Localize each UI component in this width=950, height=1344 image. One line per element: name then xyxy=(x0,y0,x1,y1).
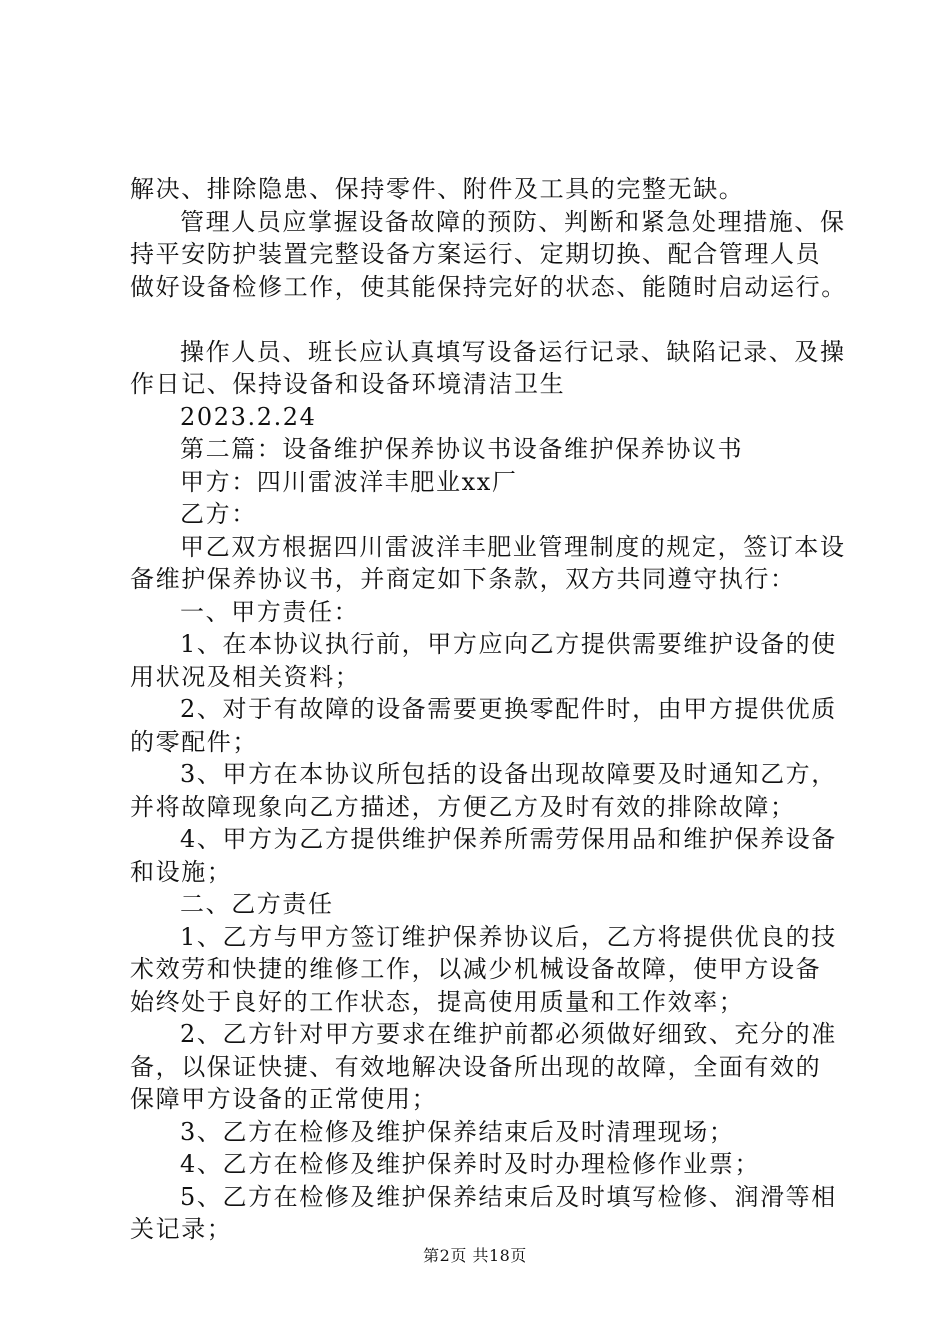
text-line: 持平安防护装置完整设备方案运行、定期切换、配合管理人员 xyxy=(130,240,822,268)
clause-heading: 一、甲方责任： xyxy=(180,597,360,626)
text-line: 术效劳和快捷的维修工作，以减少机械设备故障，使甲方设备 xyxy=(130,955,822,983)
clause-heading: 二、乙方责任 xyxy=(180,890,334,918)
date-line: 2023.2.24 xyxy=(180,402,317,431)
text-line: 3、乙方在检修及维护保养结束后及时清理现场； xyxy=(180,1117,735,1146)
text-line: 甲乙双方根据四川雷波洋丰肥业管理制度的规定，签订本设 xyxy=(180,532,846,561)
text-line: 始终处于良好的工作状态，提高使用质量和工作效率； xyxy=(130,987,745,1016)
text-line: 保障甲方设备的正常使用； xyxy=(130,1085,438,1113)
party-b-line: 乙方： xyxy=(180,500,257,528)
text-line: 4、甲方为乙方提供维护保养所需劳保用品和维护保养设备 xyxy=(180,825,837,853)
text-line: 备维护保养协议书，并商定如下条款，双方共同遵守执行： xyxy=(130,565,796,593)
text-line: 和设施； xyxy=(130,857,233,886)
blank-line xyxy=(130,303,835,336)
text-line: 解决、排除隐患、保持零件、附件及工具的完整无缺。 xyxy=(130,175,745,203)
text-line: 操作人员、班长应认真填写设备运行记录、缺陷记录、及操 xyxy=(180,337,846,366)
text-line: 备，以保证快捷、有效地解决设备所出现的故障，全面有效的 xyxy=(130,1052,822,1081)
text-line: 3、甲方在本协议所包括的设备出现故障要及时通知乙方， xyxy=(180,760,837,788)
party-a-line: 甲方：四川雷波洋丰肥业xx厂 xyxy=(180,467,518,496)
text-line: 的零配件； xyxy=(130,727,258,756)
text-line: 作日记、保持设备和设备环境清洁卫生 xyxy=(130,370,566,398)
text-line: 并将故障现象向乙方描述，方便乙方及时有效的排除故障； xyxy=(130,792,796,821)
text-line: 5、乙方在检修及维护保养结束后及时填写检修、润滑等相 xyxy=(180,1182,837,1211)
text-line: 做好设备检修工作，使其能保持完好的状态、能随时启动运行。 xyxy=(130,272,847,301)
text-line: 用状况及相关资料； xyxy=(130,662,361,691)
text-line: 1、在本协议执行前，甲方应向乙方提供需要维护设备的使 xyxy=(180,630,837,658)
text-line: 2、乙方针对甲方要求在维护前都必须做好细致、充分的准 xyxy=(180,1020,837,1048)
text-line: 2、对于有故障的设备需要更换零配件时，由甲方提供优质 xyxy=(180,695,837,723)
text-line: 1、乙方与甲方签订维护保养协议后，乙方将提供优良的技 xyxy=(180,922,837,951)
page-number-footer: 第2页 共18页 xyxy=(423,1246,527,1265)
document-body xyxy=(130,173,847,1246)
section-heading: 第二篇：设备维护保养协议书设备维护保养协议书 xyxy=(180,435,744,463)
text-line: 管理人员应掌握设备故障的预防、判断和紧急处理措施、保 xyxy=(180,207,846,236)
text-line: 4、乙方在检修及维护保养时及时办理检修作业票； xyxy=(180,1150,761,1178)
text-line: 关记录； xyxy=(130,1215,233,1243)
